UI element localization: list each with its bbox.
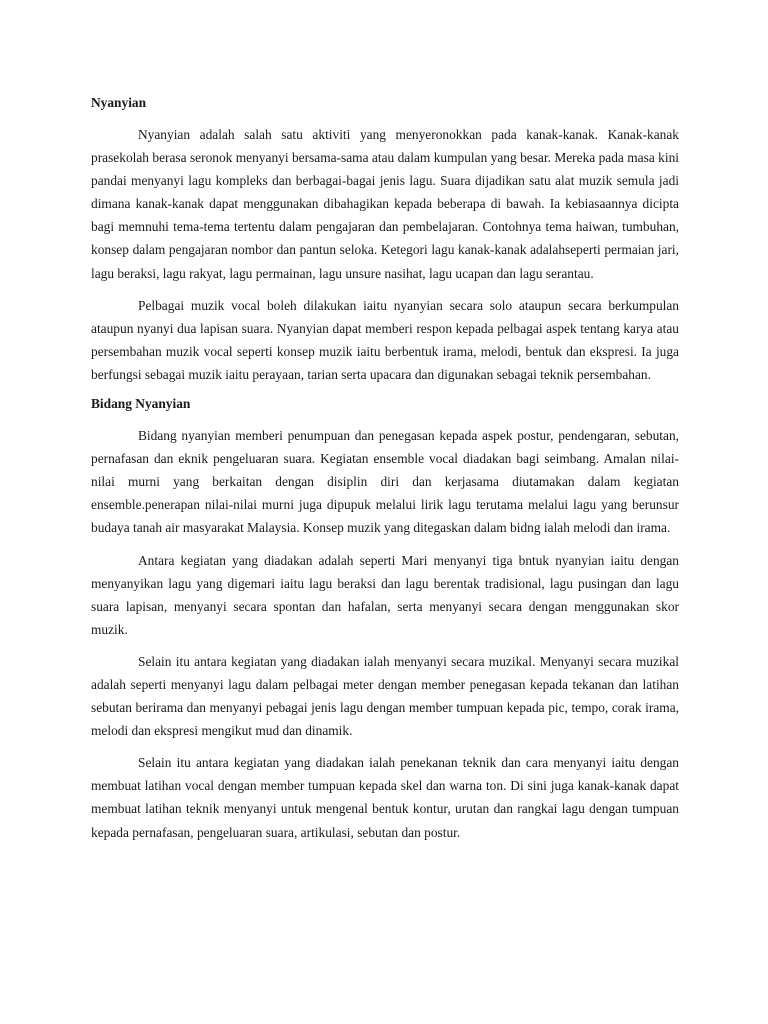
paragraph-bidang-4: Selain itu antara kegiatan yang diadakan ialah penekanan teknik dan cara menyanyi iaitu dengan membuat latihan vocal dengan member tumpuan kepada skel dan warna ton. Di sini juga kanak-kanak dapat membuat latihan teknik menyanyi untuk mengenal bentuk kontur, urutan dan rangkai lagu dengan tumpuan kepada pernafasan, pengeluaran suara, artikulasi, sebutan dan postur. xyxy=(91,755,679,840)
paragraph-nyanyian-2: Pelbagai muzik vocal boleh dilakukan iaitu nyanyian secara solo ataupun secara berkumpulan ataupun nyanyi dua lapisan suara. Nyanyian dapat memberi respon kepada pelbagai aspek tentang karya atau persembahan muzik vocal seperti konsep muzik iaitu berbentuk irama, melodi, bentuk dan ekspresi. Ia juga berfungsi sebagai muzik iaitu perayaan, tarian serta upacara dan digunakan sebagai teknik persembahan. xyxy=(91,297,679,382)
section-heading-bidang-nyanyian: Bidang Nyanyian xyxy=(91,396,191,412)
paragraph-bidang-2: Antara kegiatan yang diadakan adalah seperti Mari menyanyi tiga bntuk nyanyian iaitu dengan menyanyikan lagu yang digemari iaitu lagu beraksi dan lagu berentak tradisional, lagu pusingan dan lagu suara lapisan, menyanyi secara spontan dan hafalan, serta menyanyi secara dengan menggunakan skor muzik. xyxy=(91,552,679,637)
paragraph-nyanyian-1: Nyanyian adalah salah satu aktiviti yang menyeronokkan pada kanak-kanak. Kanak-kanak prasekolah berasa seronok menyanyi bersama-sama atau dalam kumpulan yang besar. Mereka pada masa kini pandai menyanyi lagu kompleks dan berbagai-bagai jenis lagu. Suara dijadikan satu alat muzik semula jadi dimana kanak-kanak dapat menggunakan dibahagikan kepada beberapa di bawah. Ia kebiasaannya dicipta bagi memnuhi tema-tema tertentu dalam pengajaran dan pembelajaran. Contohnya tema haiwan, tumbuhan, konsep dalam pengajaran nombor dan pantun seloka. Ketegori lagu kanak-kanak adalahseperti permaian jari, lagu beraksi, lagu rakyat, lagu permainan, lagu unsure nasihat, lagu ucapan dan lagu serantau. xyxy=(91,127,679,281)
paragraph-bidang-3: Selain itu antara kegiatan yang diadakan ialah menyanyi secara muzikal. Menyanyi secara muzikal adalah seperti menyanyi lagu dalam pelbagai meter dengan member penegasan kepada tekanan dan latihan sebutan berirama dan menyanyi pebagai jenis lagu dengan member tumpuan kepada pic, tempo, corak irama, melodi dan ekspresi mengikut mud dan dinamik. xyxy=(91,653,679,739)
paragraph-bidang-1: Bidang nyanyian memberi penumpuan dan penegasan kepada aspek postur, pendengaran, sebutan, pernafasan dan eknik pengeluaran suara. Kegiatan ensemble vocal diadakan bagi seimbang. Amalan nilai-nilai murni yang berkaitan dengan disiplin diri dan kerjasama diutamakan dalam kegiatan ensemble.penerapan nilai-nilai murni juga dipupuk melalui lirik lagu terutama melalui lagu yang berunsur budaya tanah air masyarakat Malaysia. Konsep muzik yang ditegaskan dalam bidng ialah melodi dan irama. xyxy=(91,428,679,536)
section-heading-nyanyian: Nyanyian xyxy=(91,95,147,110)
